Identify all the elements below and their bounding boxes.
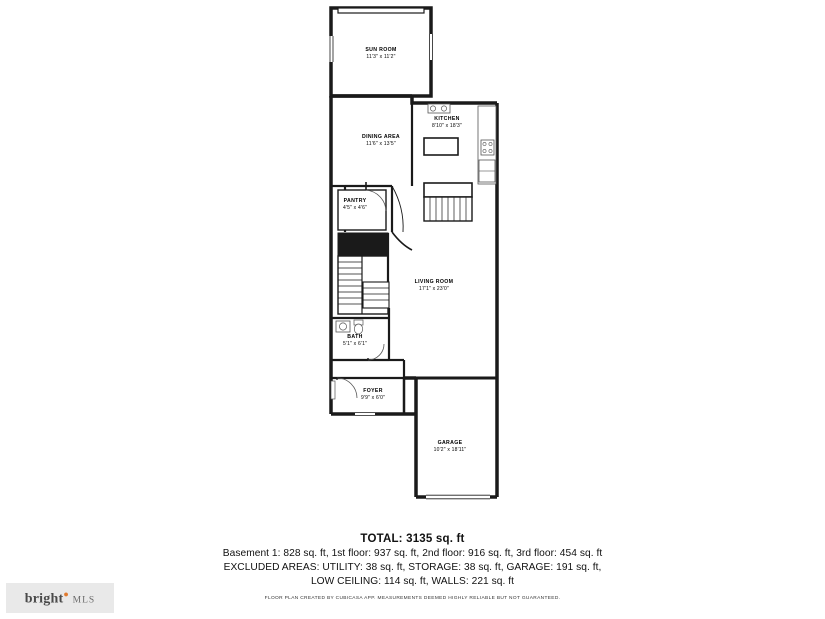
area-summary xyxy=(0,533,825,588)
room-name: LIVING ROOM xyxy=(414,279,454,285)
room-name: SUN ROOM xyxy=(365,47,397,53)
room-dimensions: 8'10" x 18'3" xyxy=(431,122,463,129)
room-dimensions: 5'1" x 6'1" xyxy=(342,340,368,347)
room-name: FOYER xyxy=(363,388,383,394)
room-label-sun-room-pos xyxy=(341,47,421,60)
room-label-bath xyxy=(325,334,385,347)
excluded-areas-1: EXCLUDED AREAS: UTILITY: 38 sq. ft, STORAGE: 38 sq. ft, GARAGE: 191 sq. ft, xyxy=(223,561,602,573)
room-dimensions: 4'5" x 4'6" xyxy=(342,204,368,211)
watermark-suffix: MLS xyxy=(72,595,96,606)
room-label-pantry xyxy=(325,198,385,211)
room-dimensions: 11'6" x 13'5" xyxy=(366,140,396,147)
room-dimensions: 10'2" x 18'11" xyxy=(433,446,467,453)
room-name: DINING AREA xyxy=(362,134,400,140)
room-label-garage xyxy=(410,440,490,453)
room-label-kitchen xyxy=(417,116,477,129)
bright-mls-watermark xyxy=(6,583,114,613)
room-label-living-room xyxy=(394,279,474,292)
room-name: KITCHEN xyxy=(434,116,460,122)
room-name: GARAGE xyxy=(437,440,463,446)
room-name: BATH xyxy=(347,334,363,340)
room-dimensions: 11'3" x 11'2" xyxy=(366,53,396,60)
excluded-areas-2: LOW CEILING: 114 sq. ft, WALLS: 221 sq. ft xyxy=(310,575,515,587)
room-dimensions: 9'9" x 6'0" xyxy=(360,394,386,401)
room-name: PANTRY xyxy=(343,198,367,204)
floor-breakdown: Basement 1: 828 sq. ft, 1st floor: 937 sq. ft, 2nd floor: 916 sq. ft, 3rd floor: 454 sq. ft xyxy=(222,548,603,559)
total-area: TOTAL: 3135 sq. ft xyxy=(360,533,465,545)
room-dimensions: 17'1" x 23'0" xyxy=(418,285,450,292)
room-label-foyer xyxy=(343,388,403,401)
watermark-dot-icon: ● xyxy=(63,588,69,599)
disclaimer-text: FLOOR PLAN CREATED BY CUBICASA APP. MEASUREMENTS DEEMED HIGHLY RELIABLE BUT NOT GUARANTEED. xyxy=(264,596,561,601)
room-label-dining-area xyxy=(341,134,421,147)
watermark-brand: bright xyxy=(24,591,64,607)
